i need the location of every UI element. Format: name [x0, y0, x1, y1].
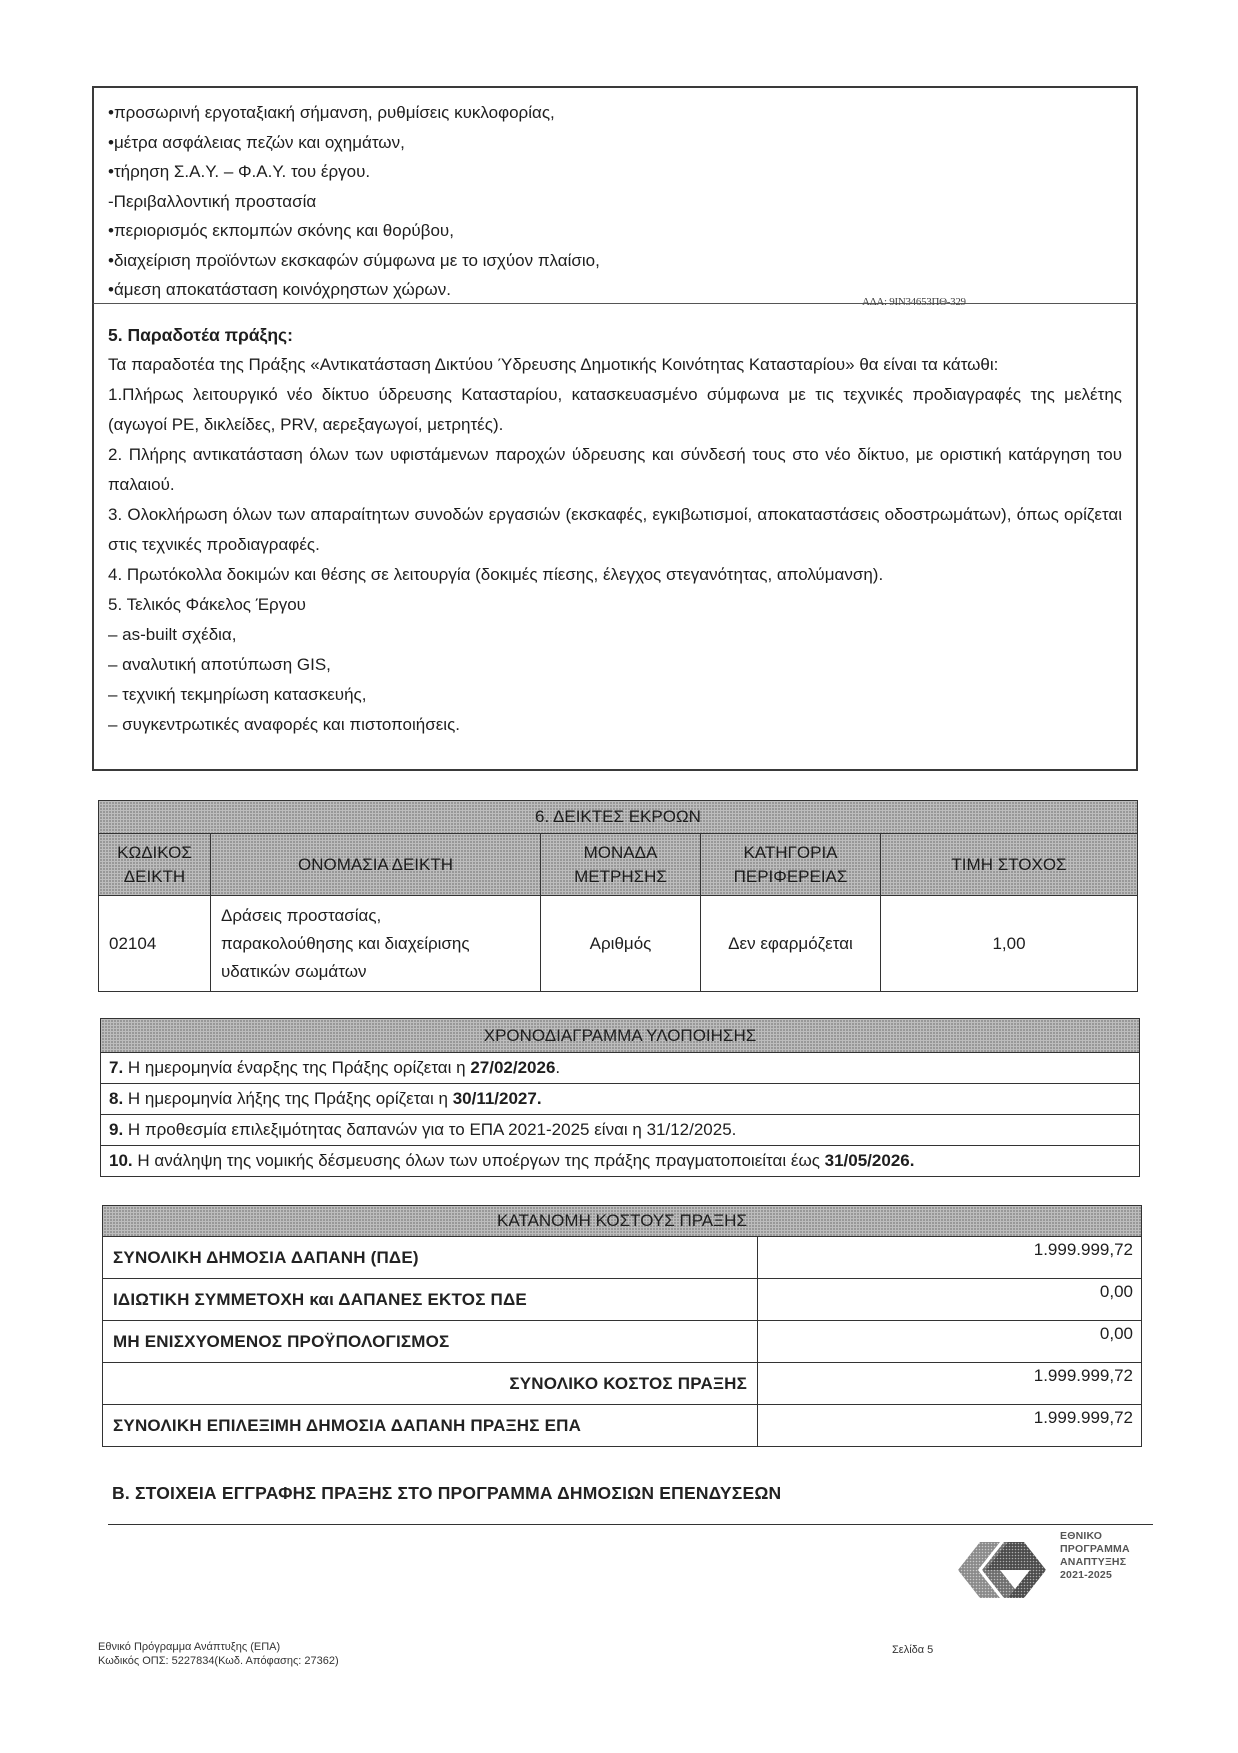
table-caption: ΚΑΤΑΝΟΜΗ ΚΟΣΤΟΥΣ ΠΡΑΞΗΣ — [103, 1206, 1142, 1237]
logo-line: ΕΘΝΙΚΟ — [1060, 1530, 1103, 1542]
footer-line: Κωδικός ΟΠΣ: 5227834(Κωδ. Απόφασης: 27362) — [98, 1655, 339, 1667]
list-item: -Περιβαλλοντική προστασία — [108, 191, 317, 211]
schedule-row — [101, 1146, 1140, 1177]
cost-label: ΣΥΝΟΛΙΚΗ ΔΗΜΟΣΙΑ ΔΑΠΑΝΗ (ΠΔΕ) — [103, 1237, 758, 1279]
schedule-row — [101, 1053, 1140, 1084]
value-text: 0,00 — [1099, 1323, 1133, 1343]
cost-value — [758, 1363, 1142, 1405]
deliverable-item: 3. Ολοκλήρωση όλων των απαραίτητων συνοδών εργασιών (εκσκαφές, εγκιβωτισμοί, αποκαταστάσεις οδοστρωμάτων), όπως ορίζεται στις τεχνικές προδιαγραφές. — [108, 505, 1122, 554]
table-row — [103, 1321, 1142, 1363]
table-row — [103, 1237, 1142, 1279]
epa-logo — [948, 1530, 1148, 1605]
list-item: •μέτρα ασφάλειας πεζών και οχημάτων, — [108, 132, 405, 152]
schedule-row — [101, 1115, 1140, 1146]
table-row — [101, 1146, 1140, 1177]
row-date: 30/11/2027. — [452, 1089, 542, 1108]
row-text: Η ημερομηνία λήξης της Πράξης ορίζεται η — [123, 1089, 453, 1108]
logo-text — [1060, 1530, 1130, 1582]
column-header-category — [701, 834, 881, 896]
continuation-box — [92, 86, 1138, 304]
indicator-unit: Αριθμός — [541, 896, 701, 992]
header-line: ΚΑΤΗΓΟΡΙΑ — [743, 842, 838, 862]
column-header-unit — [541, 834, 701, 896]
column-header-target: ΤΙΜΗ ΣΤΟΧΟΣ — [881, 834, 1138, 896]
name-line: Δράσεις προστασίας, — [221, 905, 382, 925]
deliverable-item: 1.Πλήρως λειτουργικό νέο δίκτυο ύδρευσης Κατασταρίου, κατασκευασμένο σύμφωνα με τις τεχνικές προδιαγραφές της μελέτης (αγωγοί PE, δικλείδες, PRV, αερεξαγωγοί, μετρητές). — [108, 385, 1122, 434]
deliverables-box — [92, 303, 1138, 771]
list-item: •διαχείριση προϊόντων εκσκαφών σύμφωνα με το ισχύον πλαίσιο, — [108, 250, 600, 270]
page-number: Σελίδα 5 — [892, 1644, 934, 1656]
schedule-row — [101, 1084, 1140, 1115]
footer-line: Εθνικό Πρόγραμμα Ανάπτυξης (ΕΠΑ) — [98, 1641, 281, 1653]
table-row — [101, 1115, 1140, 1146]
list-item: •προσωρινή εργοταξιακή σήμανση, ρυθμίσεις κυκλοφορίας, — [108, 103, 555, 122]
header-line: ΔΕΙΚΤΗ — [123, 866, 186, 886]
row-text: Η ανάληψη της νομικής δέσμευσης όλων των υποέργων της πράξης πραγματοποιείται έως — [132, 1151, 825, 1170]
section-b-title: Β. ΣΤΟΙΧΕΙΑ ΕΓΓΡΑΦΗΣ ΠΡΑΞΗΣ ΣΤΟ ΠΡΟΓΡΑΜΜΑ ΔΗΜΟΣΙΩΝ ΕΠΕΝΔΥΣΕΩΝ — [112, 1483, 782, 1503]
row-number: 7. — [109, 1058, 124, 1077]
deliverable-item: 2. Πλήρης αντικατάσταση όλων των υφιστάμενων παροχών ύδρευσης και σύνδεσή τους στο νέο δίκτυο, με οριστική κατάργηση του παλαιού. — [108, 445, 1122, 494]
row-text: Η προθεσμία επιλεξιμότητας δαπανών για το ΕΠΑ 2021-2025 είναι η 31/12/2025. — [123, 1120, 737, 1139]
cost-label: ΙΔΙΩΤΙΚΗ ΣΥΜΜΕΤΟΧΗ και ΔΑΠΑΝΕΣ ΕΚΤΟΣ ΠΔΕ — [103, 1279, 758, 1321]
header-line: ΜΟΝΑΔΑ — [583, 842, 658, 862]
indicator-name — [211, 896, 541, 992]
table-row — [103, 1363, 1142, 1405]
cost-label: ΜΗ ΕΝΙΣΧΥΟΜΕΝΟΣ ΠΡΟΫΠΟΛΟΓΙΣΜΟΣ — [103, 1321, 758, 1363]
deliverable-item: 4. Πρωτόκολλα δοκιμών και θέσης σε λειτουργία (δοκιμές πίεσης, έλεγχος στεγανότητας, απολύμανση). — [108, 565, 884, 584]
row-date: 27/02/2026 — [470, 1058, 556, 1077]
logo-line: ΑΝΑΠΤΥΞΗΣ — [1060, 1556, 1127, 1568]
name-line: παρακολούθησης και διαχείρισης — [221, 933, 470, 953]
column-header-name: ΟΝΟΜΑΣΙΑ ΔΕΙΚΤΗ — [211, 834, 541, 896]
cost-value — [758, 1279, 1142, 1321]
cost-label-total: ΣΥΝΟΛΙΚΟ ΚΟΣΤΟΣ ΠΡΑΞΗΣ — [103, 1363, 758, 1405]
schedule-table — [100, 1018, 1140, 1177]
logo-line: ΠΡΟΓΡΑΜΜΑ — [1060, 1543, 1130, 1555]
table-row — [101, 1053, 1140, 1084]
cost-value — [758, 1321, 1142, 1363]
epa-chevrons-logo-icon — [948, 1530, 1058, 1605]
value-text: 1.999.999,72 — [1033, 1365, 1133, 1385]
section-divider — [108, 1524, 1153, 1525]
table-caption: 6. ΔΕΙΚΤΕΣ ΕΚΡΟΩΝ — [99, 801, 1138, 834]
table-row — [103, 1279, 1142, 1321]
value-text: 0,00 — [1099, 1281, 1133, 1301]
header-line: ΜΕΤΡΗΣΗΣ — [574, 866, 667, 886]
row-number: 10. — [109, 1151, 133, 1170]
row-number: 9. — [109, 1120, 124, 1139]
row-text: Η ημερομηνία έναρξης της Πράξης ορίζεται η — [123, 1058, 471, 1077]
deliverable-subitem: – συγκεντρωτικές αναφορές και πιστοποιήσεις. — [108, 715, 460, 734]
indicator-category: Δεν εφαρμόζεται — [701, 896, 881, 992]
deliverable-item: 5. Τελικός Φάκελος Έργου — [108, 595, 306, 614]
deliverables-intro: Τα παραδοτέα της Πράξης «Αντικατάσταση Δικτύου Ύδρευσης Δημοτικής Κοινότητας Κατασταρίου» θα είναι τα κάτωθι: — [108, 355, 999, 374]
cost-value — [758, 1405, 1142, 1447]
value-text: 1.999.999,72 — [1033, 1239, 1133, 1259]
cost-allocation-table — [102, 1205, 1142, 1447]
name-line: υδατικών σωμάτων — [221, 961, 367, 981]
cost-value — [758, 1237, 1142, 1279]
table-caption: ΧΡΟΝΟΔΙΑΓΡΑΜΜΑ ΥΛΟΠΟΙΗΣΗΣ — [101, 1019, 1140, 1053]
table-row — [99, 896, 1138, 992]
list-item: •άμεση αποκατάσταση κοινόχρηστων χώρων. — [108, 280, 451, 299]
column-header-code — [99, 834, 211, 896]
header-line: ΠΕΡΙΦΕΡΕΙΑΣ — [733, 866, 848, 886]
footer-program-info — [98, 1640, 339, 1668]
deliverable-subitem: – αναλυτική αποτύπωση GIS, — [108, 655, 331, 674]
logo-line: 2021-2025 — [1060, 1569, 1113, 1581]
header-line: ΚΩΔΙΚΟΣ — [117, 842, 192, 862]
list-item: •περιορισμός εκπομπών σκόνης και θορύβου, — [108, 221, 454, 240]
cost-label: ΣΥΝΟΛΙΚΗ ΕΠΙΛΕΞΙΜΗ ΔΗΜΟΣΙΑ ΔΑΠΑΝΗ ΠΡΑΞΗΣ ΕΠΑ — [103, 1405, 758, 1447]
value-text: 1.999.999,72 — [1033, 1407, 1133, 1427]
output-indicators-table — [98, 800, 1138, 992]
deliverable-subitem: – τεχνική τεκμηρίωση κατασκευής, — [108, 685, 367, 704]
row-date: 31/05/2026. — [824, 1151, 915, 1170]
indicator-target: 1,00 — [881, 896, 1138, 992]
list-item: •τήρηση Σ.Α.Υ. – Φ.Α.Υ. του έργου. — [108, 162, 371, 181]
indicator-code: 02104 — [99, 896, 211, 992]
deliverables-title: 5. Παραδοτέα πράξης: — [108, 325, 293, 345]
deliverable-subitem: – as-built σχέδια, — [108, 625, 237, 644]
ada-stamp: ΑΔΑ: 9ΙΝ34653ΠΘ-329 — [862, 296, 966, 308]
row-tail: . — [555, 1058, 561, 1077]
row-number: 8. — [109, 1089, 124, 1108]
table-row — [101, 1084, 1140, 1115]
table-row — [103, 1405, 1142, 1447]
